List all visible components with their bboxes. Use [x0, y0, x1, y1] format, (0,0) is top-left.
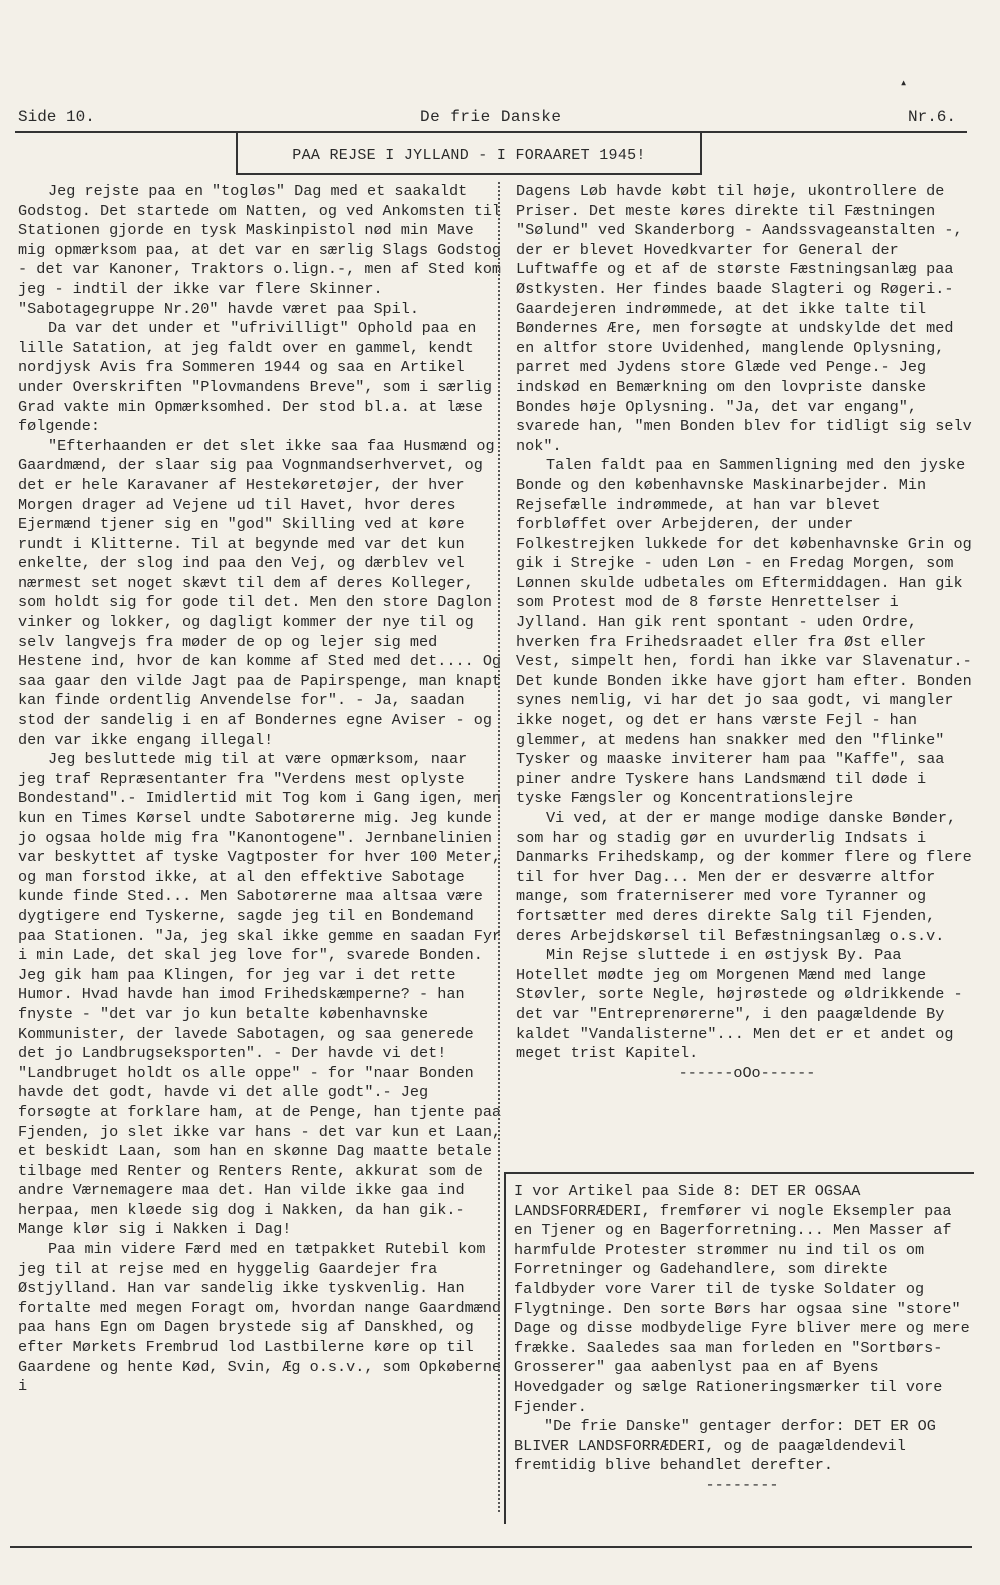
quote-paragraph: "Efterhaanden er det slet ikke saa faa Husmænd og Gaardmænd, der slaar sig paa Vognmandserhvervet, og det er hele Karavaner af Hestekøretøjer, der hver Morgen drager ad Vejene ud til Havet, hvor deres Ejermænd tjener sig en "god" Skilling ved at køre rundt i Klitterne. Til at begynde med var det kun enkelte, der slog ind paa den Vej, og dærblev vel nærmest set noget skævt til dem af deres Kolleger, som holdt sig for gode til det. Men den store Daglon vinker og lokker, og dagligt kommer der nye til og selv langvejs fra møder de op og lejer sig med Hestene ind, hvor de kan komme af Sted med det.... Og saa gaar den vilde Jagt paa de Papirspenge, man knapt kan finde ordentlig Anvendelse for". - Ja, saadan stod der sandelig i en af Bondernes egne Aviser - og den var ikke engang illegal!	[18, 436, 502, 749]
issue-number: Nr.6.	[908, 108, 957, 126]
publication-name: De frie Danske	[420, 108, 562, 126]
end-ornament: ------oOo------	[678, 1063, 816, 1082]
ink-speck: ▴	[900, 76, 908, 90]
paragraph: Paa min videre Færd med en tætpakket Rutebil kom jeg til at rejse med en hyggelig Gaardejer fra Østjylland. Han var sandelig ikke tyskvenlig. Han fortalte med megen Foragt om, hvordan nange Gaardmænd paa hans Egn om Dagen brystede sig af Danskhed, og efter Mørkets Frembrud lod Lastbilerne køre op til Gaardene og hente Kød, Svin, Æg o.s.v., som Opkøberne i	[18, 1240, 502, 1396]
paragraph: Talen faldt paa en Sammenligning med den jyske Bonde og den københavnske Maskinarbejder. Min Rejsefælle indrømmede, at han var blevet forbløffet over Arbejderen, der under Folkestrejken lukkede for det københavnske Grin og gik i Strejke - uden Løn - en Fredag Morgen, som Lønnen skulde udbetales om Eftermiddagen. Han gik som Protest mod de 8 første Henrettelser i Jylland. Han gik rent spontant - uden Ordre, hverken fra Frihedsraadet eller fra Øst eller Vest, simpelt hen, fordi han ikke var Slavenatur.- Det kunde Bonden ikke have gjort ham efter. Bonden synes nemlig, vi har det jo saa godt, vi mangler ikke noget, og det er hans værste Fejl - han glemmer, at medens han snakker med den "flinke" Tysker og maaske inviterer ham paa "Kaffe", saa piner andre Tyskere hans Landsmænd til døde i tyske Fængsler og Koncentrationslejre	[516, 456, 972, 808]
paragraph: Dagens Løb havde købt til høje, ukontrollere de Priser. Det meste køres direkte til Fæstningen "Sølund" ved Skanderborg - Aandssvageanstalten -, der er blevet Hovedkvarter for General der Luftwaffe og et af de største Fæstningsanlæg paa Østkysten. Her findes baade Slagteri og Røgeri.- Gaardejeren indrømmede, at det ikke talte til Bøndernes Ære, men forsøgte at undskylde det med en altfor store Uvidenhed, manglende Oplysning, parret med Jydens store Glæde ved Penge.- Jeg indskød en Bemærkning om den lovpriste danske Bondes høje Oplysning. "Ja, det var engang", svarede han, "men Bonden blev for tidligt sig selv nok".	[516, 182, 972, 455]
notice-paragraph: "De frie Danske" gentager derfor: DET ER OG BLIVER LANDSFORRÆDERI, og de paagældendevil fremtidig blive behandlet derefter.	[514, 1417, 936, 1475]
notice-ornament: --------	[705, 1475, 779, 1494]
paragraph: Da var det under et "ufrivilligt" Ophold paa en lille Satation, at jeg faldt over en gammel, kendt nordjysk Avis fra Sommeren 1944 og saa en Artikel under Overskriften "Plovmandens Breve", som i særlig Grad vakte min Opmærksomhed. Der stod bl.a. at læse følgende:	[18, 319, 492, 436]
notice-paragraph: I vor Artikel paa Side 8: DET ER OGSAA LANDSFORRÆDERI, fremfører vi nogle Eksempler paa en Tjener og en Bagerforretning... Men Masser af harmfulde Protester strømmer nu ind til os om Forretninger og Gadehandlere, som direkte faldbyder vore Varer til de tyske Soldater og Flygtninge. Den sorte Børs har ogsaa sine "store" Dage og disse modbydelige Fyre bliver mere og mere frække. Saaledes saa man forleden en "Sortbørs-Grosserer" gaa aabenlyst paa en af Byens Hovedgader og sælge Rationeringsmærker til vore Fjender.	[514, 1182, 970, 1416]
page-number: Side 10.	[18, 108, 95, 126]
right-column	[516, 182, 978, 1083]
paragraph: Min Rejse sluttede i en østjysk By. Paa Hotellet mødte jeg om Morgenen Mænd med lange Støvler, sorte Negle, højrøstede og øldrikkende - det var "Entreprenørerne", i den paagældende By kaldet "Vandalisterne"... Men det er et andet og meget trist Kapitel.	[516, 946, 963, 1063]
paragraph: Vi ved, at der er mange modige danske Bønder, som har og stadig gør en uvurderlig Indsats i Danmarks Frihedskamp, og der kommer flere og flere til for hver Dag... Men der er desværre altfor mange, som fraterniserer med vore Tyranner og fortsætter med deres direkte Salg til Fjenden, deres Arbejdskørsel til Befæstningsanlæg o.s.v.	[516, 809, 972, 945]
footer-rule	[10, 1546, 972, 1548]
title-box	[236, 133, 702, 175]
notice-text	[514, 1182, 970, 1496]
paragraph: Jeg besluttede mig til at være opmærksom, naar jeg traf Repræsentanter fra "Verdens mest oplyste Bondestand".- Imidlertid mit Tog kom i Gang igen, men kun en Times Kørsel undte Sabotørerne mig. Jeg kunde jo ogsaa holde mig fra "Kanontogene". Jernbanelinien var beskyttet af tyske Vagtposter for hver 100 Meter, og man forstod ikke, at al den effektive Sabotage kunde finde Sted... Men Sabotørerne maa altsaa være dygtigere end Tyskerne, sagde jeg til en Bondemand paa Stationen. "Ja, jeg skal ikke gemme en saadan Fyr i min Lade, det skal jeg love for", svarede Bonden. Jeg gik ham paa Klingen, for jeg var i det rette Humor. Hvad havde han imod Frihedskæmperne? - han fnyste - "det var jo kun betalte københavnske Kommunister, der lavede Sabotagen, og saa generede det jo Landbrugseksporten". - Der havde vi det! "Landbruget holdt os alle oppe" - for "naar Bonden havde det godt, havde vi det alle godt".- Jeg forsøgte at forklare ham, at de Penge, han tjente paa Fjenden, jo slet ikke var hans - det var kun et Laan, et beskidt Laan, som han en skønne Dag maatte betale tilbage med Renter og Renters Rente, akkurat som de andre Værnemagere maa det. Han vilde ikke gaa ind herpaa, men kløede sig dog i Nakken, da han gik.- Mange klør sig i Nakken i Dag!	[18, 750, 502, 1239]
article-title: PAA REJSE I JYLLAND - I FORAARET 1945!	[292, 147, 646, 164]
paragraph: Jeg rejste paa en "togløs" Dag med et saakaldt Godstog. Det startede om Natten, og ved Ankomsten til Stationen gjorde en tysk Maskinpistol nød min Mave mig opmærksom paa, at det var en særlig Slags Godstog - det var Kanoner, Traktors o.lign.-, men af Sted kom jeg - indtil der ikke var flere Skinner. "Sabotagegruppe Nr.20" havde været paa Spil.	[18, 182, 502, 318]
notice-box	[504, 1172, 974, 1524]
left-column	[18, 182, 502, 1397]
column-divider	[498, 182, 500, 1512]
